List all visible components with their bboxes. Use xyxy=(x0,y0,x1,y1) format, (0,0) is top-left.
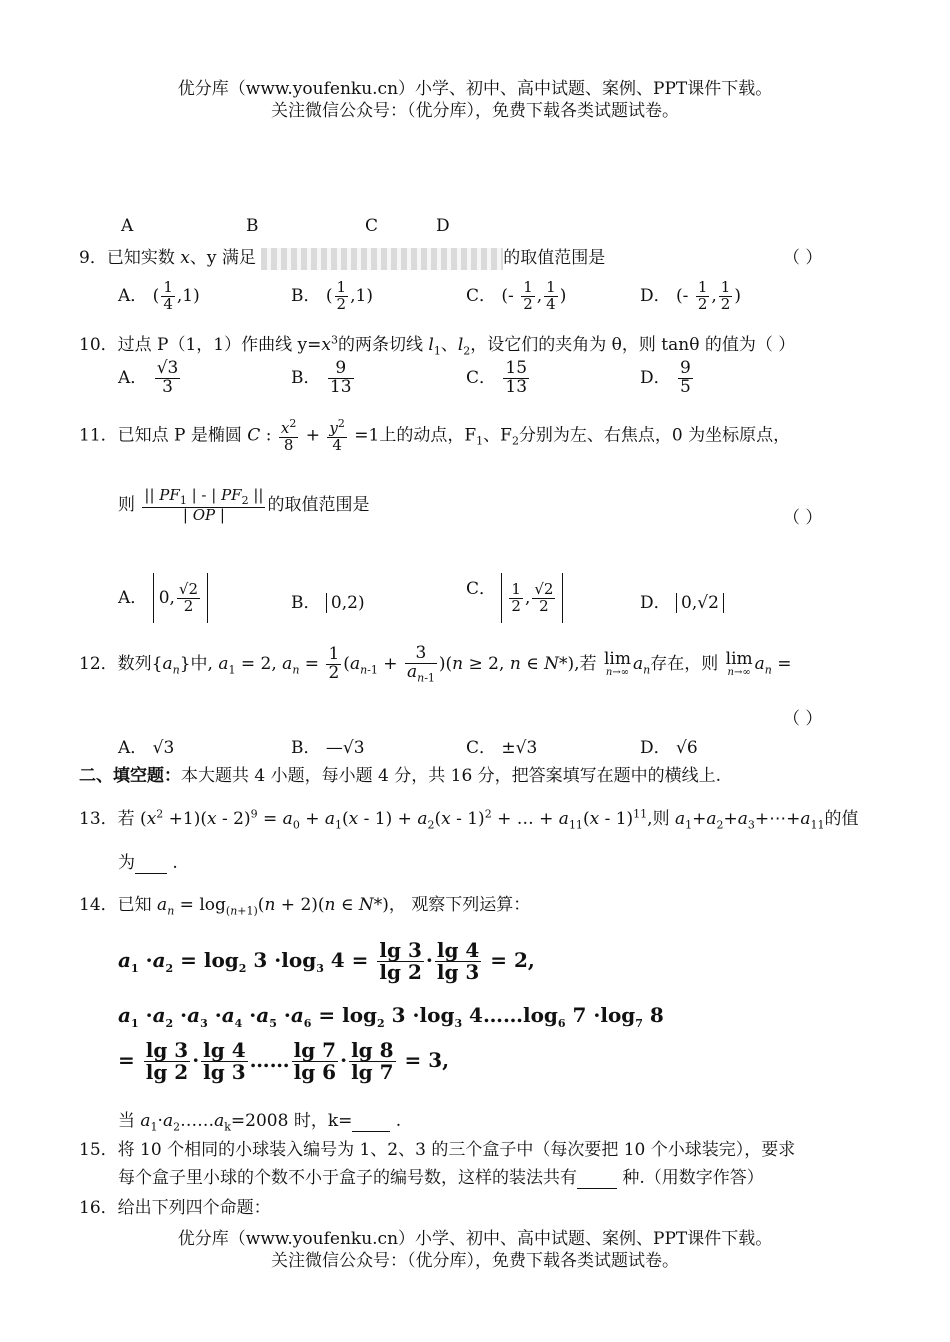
q15-line-1: 15．将 10 个相同的小球装入编号为 1、2、3 的三个盒子中（每次要把 10 个小球装完），要求 xyxy=(79,1140,796,1160)
q14-derivation-2: $a_1 \cdot a_2 \cdot a_3 \cdot a_4 \cdot a_5 \cdot a_6 = \log_2 3 \cdot\log_3$ $4\dots\dots\log_6$ $7 \cdot\log_7$ 8 xyxy=(118,1003,664,1030)
q9-option-c: C． (- $\frac{1}{2}$ , $\frac{1}{4}$ ) xyxy=(466,278,567,313)
q9-answer-paren: （ ） xyxy=(783,248,823,268)
q14-derivation-1: $a_1 \cdot a_2 = \log_2 3 \cdot\log_3$ 4 = $\frac{\lg 3}{\lg 2}$ · $\frac{\lg 4}{\lg 3}$ = 2, xyxy=(118,938,535,984)
q10-option-b: B． $\frac{9}{13}$ xyxy=(291,358,352,397)
q8-option-d: D xyxy=(436,216,450,236)
q8-option-c: C xyxy=(365,216,379,236)
q12-option-d: D． √6 xyxy=(640,738,698,758)
q10-option-d: D． $\frac{9}{5}$ xyxy=(640,358,691,397)
q8-option-b: B xyxy=(246,216,259,236)
q9-blurred-condition xyxy=(261,248,503,270)
q13-answer-blank[interactable] xyxy=(135,853,167,874)
q12-option-b: B． —√3 xyxy=(291,738,365,758)
q16-stem: 16．给出下列四个命题： xyxy=(79,1198,271,1218)
footer-line-2: 关注微信公众号：（优分库），免费下载各类试题试卷。 xyxy=(271,1251,679,1271)
q14-answer-blank[interactable] xyxy=(352,1111,390,1132)
q9-option-b: B． ( $\frac{1}{2}$ ,1) xyxy=(291,278,373,313)
header-line-2: 关注微信公众号：（优分库），免费下载各类试题试卷。 xyxy=(271,101,679,121)
q9-stem: 9．已知实数 x、y 满足 的取值范围是 xyxy=(79,248,606,268)
q10-option-a: A． $\frac{√3}{3}$ xyxy=(118,358,179,397)
q12-option-c: C． ±√3 xyxy=(466,738,538,758)
q14-derivation-3: = $\frac{\lg 3}{\lg 2}$ · $\frac{\lg 4}{\lg 3}$ …… $\frac{\lg 7}{\lg 6}$ · $\frac{\lg 8}{\lg 7}$ = 3, xyxy=(118,1038,450,1084)
q11-option-a: A． 0, $\frac{√2}{2}$ xyxy=(118,573,208,623)
q14-stem: 14．已知 $a_n = \log_{(n+1)}(n + 2)(n$ ∈ N*)， 观察下列运算： xyxy=(79,895,531,918)
q11-stem: 11．已知点 P 是椭圆 C : $\frac{x^2}{8}$ + $\frac{y^2}{4}$ =1上的动点，$F_1$、$F_2$分别为左、右焦点，0 为坐标原点， xyxy=(79,417,791,454)
q12-stem: 12．数列$\{a_n\}$中, $a_1 = 2$, $a_n$ = $\frac{1}{2}$ ($a_{n-1}$ + $\frac{3}{a_{n-1}}$ )(n ≥ 2, n ∈ N*),若 lim n→∞ $a_n$存在，则 lim n→∞ $a_n$ = xyxy=(79,643,792,685)
q15-line-2: 每个盒子里小球的个数不小于盒子的编号数，这样的装法共有 种.（用数字作答） xyxy=(118,1168,764,1188)
q13-stem: 13．若 $(x^2 +1)(x - 2)^9 = a_0 + a_1(x - 1) + a_2(x - 1)^2$ + … + $a_{11}(x - 1)^{11}$,则 $a_1+a_2+a_3+\cdots+a_{11}$的值 xyxy=(79,807,859,832)
footer-line-1: 优分库（www.youfenku.cn）小学、初中、高中试题、案例、PPT课件下载。 xyxy=(177,1229,773,1249)
q10-option-c: C． $\frac{15}{13}$ xyxy=(466,358,528,397)
q13-answer-line: 为 . xyxy=(118,853,178,873)
header-line-1: 优分库（www.youfenku.cn）小学、初中、高中试题、案例、PPT课件下载。 xyxy=(177,79,773,99)
q11-answer-paren: （ ） xyxy=(783,508,823,528)
q8-option-a: A xyxy=(121,216,134,236)
q14-question: 当 $a_1\cdot a_2\dots\dots a_k=2008$ 时，k= . xyxy=(118,1111,402,1134)
q11-option-c: C． $\frac{1}{2}$ , $\frac{√2}{2}$ xyxy=(466,573,563,623)
q12-answer-paren: （ ） xyxy=(783,709,823,729)
q15-answer-blank[interactable] xyxy=(577,1168,617,1189)
q10-stem: 10．过点 P（1，1）作曲线 $y=x^3$的两条切线 $l_1$、$l_2$，设它们的夹角为 θ，则 tanθ 的值为（ ） xyxy=(79,333,796,358)
q11-expression: 则 $\frac{|| PF_1 | - | PF_2 ||}{| OP |}$ 的取值范围是 xyxy=(118,486,370,524)
section-fill-in-heading: 二、填空题：本大题共 4 小题，每小题 4 分，共 16 分，把答案填写在题中的横线上. xyxy=(79,766,722,786)
q11-option-d: D． 0,√2 xyxy=(640,588,724,613)
q9-option-d: D． (- $\frac{1}{2}$ , $\frac{1}{2}$ ) xyxy=(640,278,741,313)
q12-option-a: A． √3 xyxy=(118,738,175,758)
q9-option-a: A． ( $\frac{1}{4}$ ,1) xyxy=(118,278,200,313)
q11-option-b: B． 0,2) xyxy=(291,593,365,613)
